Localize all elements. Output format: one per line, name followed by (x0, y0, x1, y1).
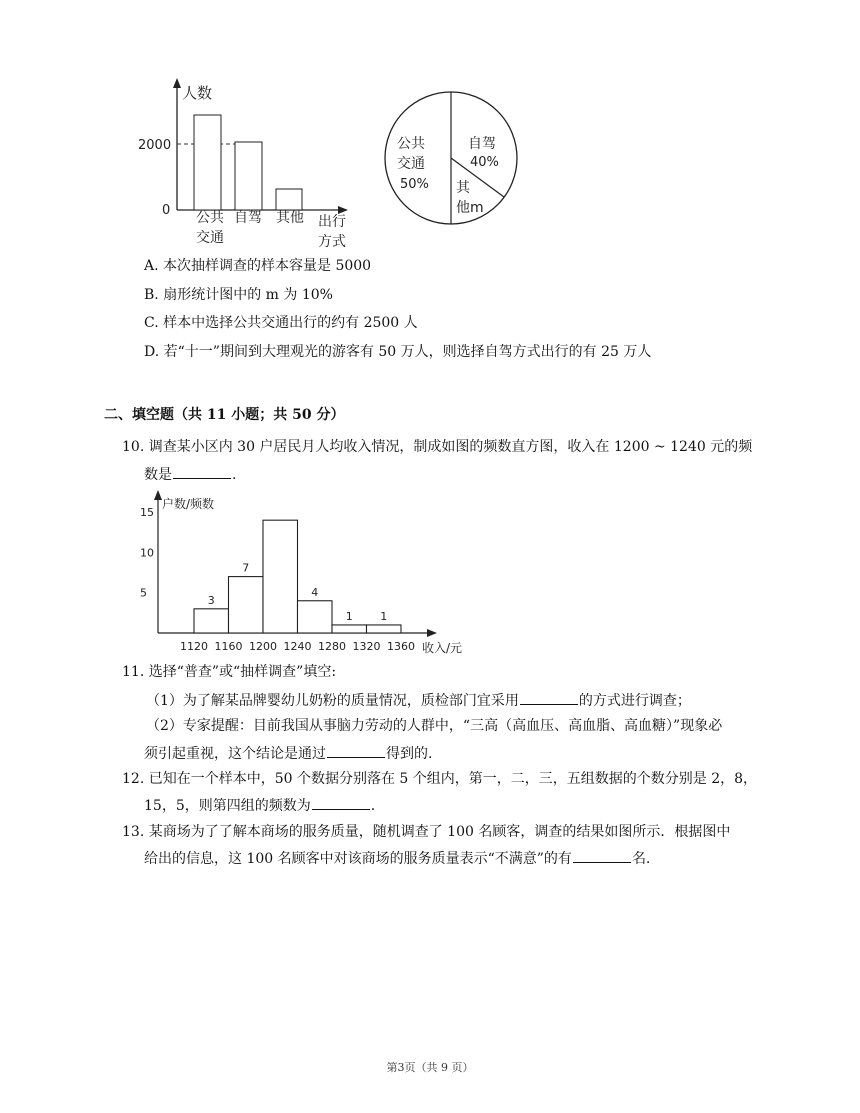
q12-text: 15，5，则第四组的频数为 (144, 798, 311, 814)
y-tick-2000: 2000 (138, 138, 172, 153)
section-heading: 二、填空题（共 11 小题；共 50 分） (104, 407, 345, 423)
q9-option-c: C. 样本中选择公共交通出行的约有 2500 人 (144, 315, 418, 331)
hist-bar-1320 (367, 625, 402, 633)
q9-option-a: A. 本次抽样调查的样本容量是 5000 (144, 258, 372, 274)
q11-sub2-text: 须引起重视，这个结论是通过 (144, 746, 326, 762)
hist-x-tick-1240: 1240 (283, 640, 312, 653)
y-tick-0: 0 (162, 203, 171, 218)
pie-public-line2: 交通 (397, 156, 425, 172)
q12-line2 (144, 795, 375, 816)
pie-other-line1: 其 (456, 180, 470, 196)
cat-self-drive: 自驾 (234, 210, 262, 226)
bar-other (276, 189, 302, 210)
q10-line2 (144, 464, 236, 485)
y-axis-arrow (173, 78, 181, 88)
hist-y-label: 户数/频数 (162, 497, 215, 511)
page-footer: 第3页（共 9 页） (386, 1061, 474, 1074)
hist-x-tick-1320: 1320 (352, 640, 381, 653)
hist-x-tick-1120: 1120 (180, 640, 208, 653)
hist-bar-1280 (332, 625, 367, 633)
hist-bar-label-1120: 3 (207, 593, 215, 607)
q13-text: 给出的信息，这 100 名顾客中对该商场的服务质量表示“不满意”的有 (144, 851, 572, 867)
hist-x-label: 收入/元 (422, 641, 463, 655)
q13-answer-blank[interactable] (573, 848, 631, 863)
hist-bar-1200 (263, 520, 298, 633)
travel-bar-chart (130, 76, 370, 256)
hist-bar-label-1320: 1 (380, 609, 388, 623)
q11-sub1-text: （1）为了解某品牌婴幼儿奶粉的质量情况，质检部门宜采用 (146, 693, 519, 709)
x-axis-arrow (338, 206, 348, 214)
q12-line1: 12. 已知在一个样本中，50 个数据分别落在 5 个组内，第一，二，三，五组数据的个数分别是 2，8， (122, 771, 758, 787)
q11-line1: 11. 选择“普查”或“抽样调查”填空: (122, 664, 337, 680)
y-axis-label: 人数 (182, 84, 213, 102)
q11-sub2-line2 (144, 743, 432, 764)
q11-sub1-blank[interactable] (520, 690, 578, 705)
travel-pie-chart (384, 88, 520, 228)
q12-period: . (370, 798, 376, 814)
hist-y-tick-15: 15 (140, 506, 154, 520)
hist-x-tick-1160: 1160 (214, 640, 243, 653)
q10-text: 数是 (144, 467, 172, 483)
pie-self-drive-pct: 40% (470, 155, 499, 170)
pie-self-drive-label: 自驾 (468, 136, 496, 152)
cat-other: 其他 (276, 210, 304, 226)
x-axis-label-line1: 出行 (318, 214, 346, 230)
q11-sub1 (146, 690, 691, 711)
q13-tail: 名. (631, 851, 651, 867)
pie-public-line1: 公共 (397, 136, 425, 152)
q11-sub1-tail: 的方式进行调查； (578, 693, 691, 709)
q9-option-d: D. 若“十一”期间到大理观光的游客有 50 万人，则选择自驾方式出行的有 25 万人 (144, 344, 652, 360)
cat-public-line2: 交通 (196, 230, 224, 246)
cat-public-line1: 公共 (196, 210, 224, 226)
q12-answer-blank[interactable] (312, 795, 370, 810)
q11-sub2-line1: （2）专家提醒：目前我国从事脑力劳动的人群中，“三高（高血压、高血脂、高血糖）”现象必 (146, 718, 723, 734)
q11-sub2-tail: 得到的. (386, 746, 433, 762)
hist-y-tick-5: 5 (140, 586, 147, 600)
hist-bar-1240 (298, 601, 333, 633)
pie-public-pct: 50% (400, 177, 429, 192)
hist-y-arrow (154, 490, 162, 500)
q10-answer-blank[interactable] (173, 464, 231, 479)
hist-x-tick-1280: 1280 (318, 640, 346, 653)
hist-bar-1120 (194, 609, 229, 633)
hist-x-tick-1200: 1200 (249, 640, 277, 653)
q13-line1: 13. 某商场为了了解本商场的服务质量，随机调查了 100 名顾客，调查的结果如图所示．根据图中 (122, 824, 731, 840)
bar-public-transport (194, 115, 221, 210)
q13-line2 (144, 848, 650, 869)
hist-x-arrow (427, 629, 437, 637)
pie-other-line2: 他m (456, 200, 484, 216)
q10-period: . (232, 467, 237, 483)
hist-bar-label-1240: 4 (311, 585, 319, 599)
q9-option-b: B. 扇形统计图中的 m 为 10% (144, 287, 333, 303)
q11-sub2-blank[interactable] (327, 743, 385, 758)
hist-bar-label-1280: 1 (345, 609, 353, 623)
hist-x-tick-1360: 1360 (387, 640, 415, 653)
hist-bar-1160 (229, 577, 264, 633)
bar-self-drive (235, 142, 262, 210)
hist-bar-label-1160: 7 (242, 561, 250, 575)
hist-y-tick-10: 10 (140, 546, 154, 560)
income-histogram (138, 486, 468, 658)
x-axis-label-line2: 方式 (318, 234, 346, 250)
q10-line1: 10. 调查某小区内 30 户居民月人均收入情况，制成如图的频数直方图，收入在 1200 ~ 1240 元的频 (122, 439, 753, 455)
